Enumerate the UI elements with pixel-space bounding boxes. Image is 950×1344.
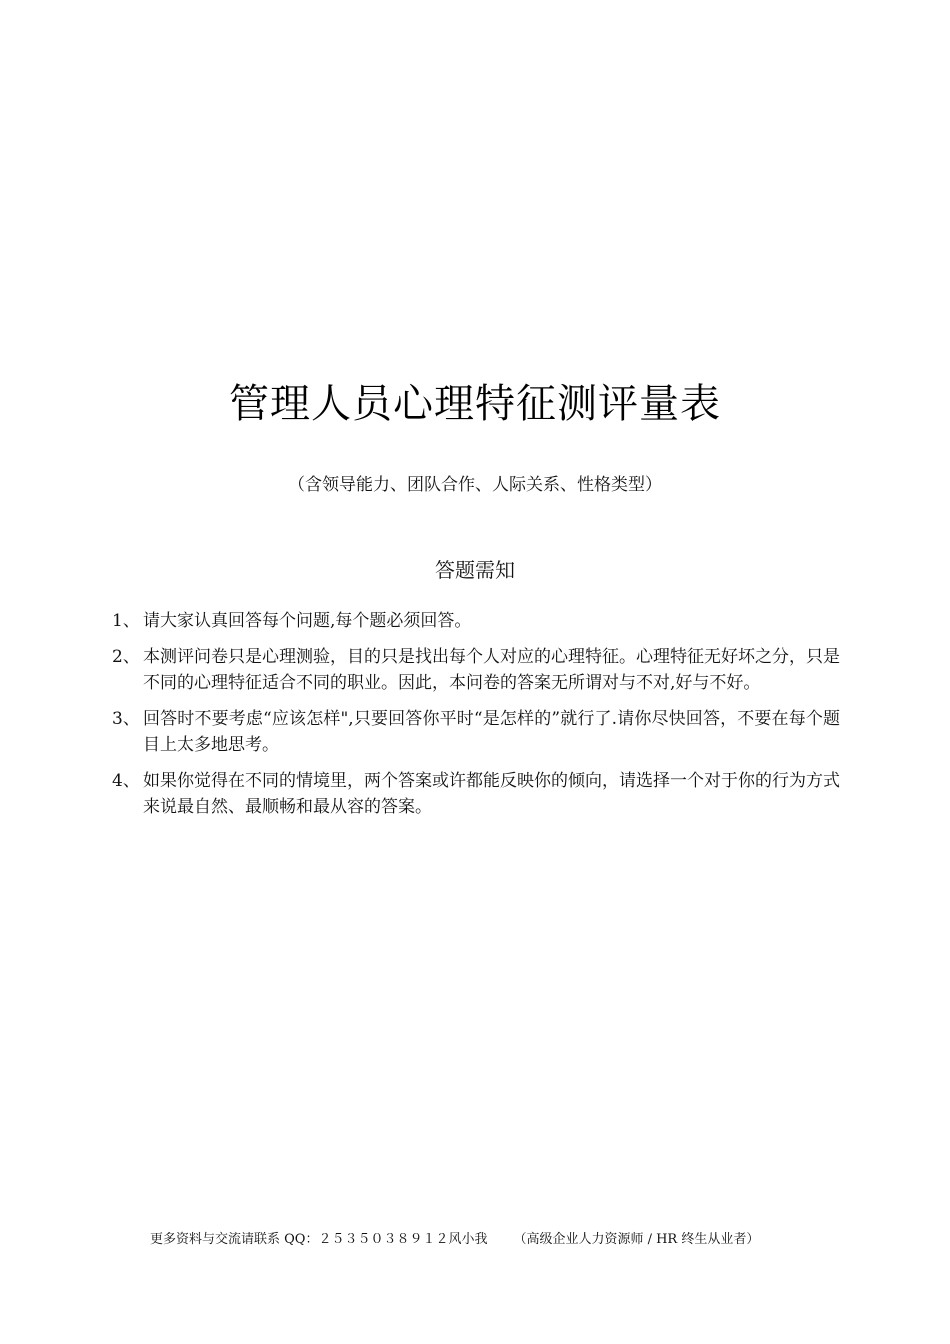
list-item-text: 如果你觉得在不同的情境里，两个答案或许都能反映你的倾向，请选择一个对于你的行为方式来说最自然、最顺畅和最从容的答案。: [143, 771, 840, 817]
footer-contact: 更多资料与交流请联系 QQ：２５３５０３８９１２风小我: [150, 1232, 488, 1247]
list-item-text: 回答时不要考虑“应该怎样",只要回答你平时“是怎样的”就行了.请你尽快回答，不要在每个题目上太多地思考。: [143, 709, 840, 755]
list-item: [112, 706, 840, 758]
section-heading: 答题需知: [435, 558, 515, 582]
list-item-number: 4、: [112, 771, 140, 791]
notice-list: [112, 608, 840, 830]
list-item: [112, 644, 840, 696]
list-item-number: 2、: [112, 647, 140, 667]
list-item-text: 本测评问卷只是心理测验，目的只是找出每个人对应的心理特征。心理特征无好坏之分，只是不同的心理特征适合不同的职业。因此，本问卷的答案无所谓对与不对,好与不好。: [143, 647, 840, 693]
list-item-number: 3、: [112, 709, 140, 729]
list-item: [112, 768, 840, 820]
page-footer: [150, 1230, 759, 1250]
list-item-text: 请大家认真回答每个问题,每个题必须回答。: [143, 611, 472, 631]
list-item-number: 1、: [112, 611, 140, 631]
footer-note: （高级企业人力资源师 / HR 终生从业者）: [513, 1232, 760, 1247]
page-title: 管理人员心理特征测评量表: [229, 381, 721, 427]
page-subtitle: （含领导能力、团队合作、人际关系、性格类型）: [288, 475, 662, 495]
list-item: [112, 608, 840, 634]
